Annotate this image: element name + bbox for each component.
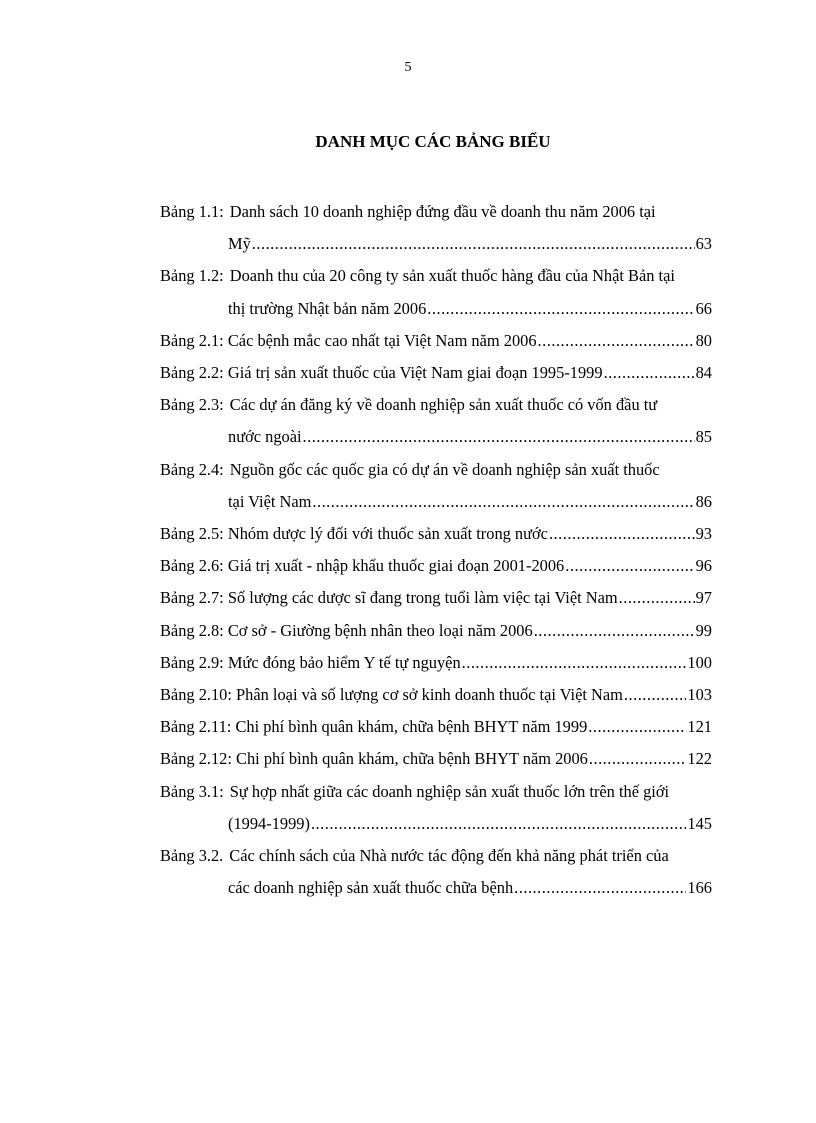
entry-label: Bảng 3.2. [160, 846, 224, 866]
entry-page-number: 99 [695, 620, 712, 640]
entry-label: Bảng 2.4: [160, 459, 224, 479]
dot-leader [619, 582, 695, 614]
dot-leader [549, 518, 695, 550]
entry-title: Chi phí bình quân khám, chữa bệnh BHYT năm 2006 [236, 749, 588, 769]
table-entry[interactable] [160, 776, 712, 840]
table-entry[interactable] [160, 357, 712, 389]
entry-page-number: 122 [687, 749, 712, 769]
dot-leader [312, 486, 694, 518]
entry-label: Bảng 2.8: [160, 620, 224, 640]
table-entry[interactable] [160, 647, 712, 679]
entry-page-number: 66 [695, 298, 712, 318]
entry-label: Bảng 3.1: [160, 781, 224, 801]
entry-label: Bảng 1.1: [160, 202, 224, 221]
entry-page-number: 85 [695, 427, 712, 447]
entry-page-number: 100 [687, 652, 712, 672]
table-entry[interactable] [160, 389, 712, 453]
entry-label: Bảng 2.3: [160, 395, 224, 415]
entry-title: Phân loại và số lượng cơ sở kinh doanh thuốc tại Việt Nam [236, 685, 623, 705]
dot-leader [538, 325, 695, 357]
entry-label: Bảng 2.9: [160, 652, 224, 672]
entry-label: Bảng 2.2: [160, 363, 224, 383]
dot-leader [311, 808, 686, 840]
dot-leader [624, 679, 687, 711]
dot-leader [565, 550, 694, 582]
dot-leader [588, 711, 686, 743]
dot-leader [303, 421, 695, 453]
entry-label: Bảng 2.1: [160, 330, 224, 350]
entry-title: Các chính sách của Nhà nước tác động đến khả năng phát triển của [229, 846, 669, 866]
entry-title: Nguồn gốc các quốc gia có dự án về doanh nghiệp sản xuất thuốc [229, 459, 660, 479]
entry-label: Bảng 2.6: [160, 556, 224, 576]
entry-page-number: 80 [695, 330, 712, 350]
entry-title-continued: nước ngoài [228, 427, 302, 447]
table-entry[interactable] [160, 518, 712, 550]
entry-page-number: 103 [687, 685, 712, 705]
table-list [160, 196, 712, 904]
table-entry[interactable] [160, 196, 712, 260]
table-entry[interactable] [160, 615, 712, 647]
entry-title: Giá trị sản xuất thuốc của Việt Nam giai đoạn 1995-1999 [227, 363, 603, 383]
table-entry[interactable] [160, 454, 712, 518]
entry-label: Bảng 2.12: [160, 749, 232, 769]
entry-title: Chi phí bình quân khám, chữa bệnh BHYT năm 1999 [235, 717, 588, 737]
entry-title: Mức đóng bảo hiểm Y tế tự nguyện [227, 652, 461, 672]
entry-page-number: 97 [695, 588, 712, 608]
dot-leader [589, 743, 687, 775]
entry-title: Số lượng các dược sĩ đang trong tuổi làm việc tại Việt Nam [227, 588, 618, 608]
table-entry[interactable] [160, 711, 712, 743]
entry-title-continued: Mỹ [228, 234, 251, 254]
entry-title-continued: thị trường Nhật bản năm 2006 [228, 298, 427, 318]
entry-label: Bảng 2.11: [160, 717, 232, 737]
table-entry[interactable] [160, 325, 712, 357]
dot-leader [462, 647, 687, 679]
entry-title: Cơ sở - Giường bệnh nhân theo loại năm 2006 [227, 620, 533, 640]
table-entry[interactable] [160, 260, 712, 324]
entry-page-number: 86 [695, 491, 712, 511]
table-entry[interactable] [160, 550, 712, 582]
entry-label: Bảng 1.2: [160, 266, 224, 286]
entry-title-continued: tại Việt Nam [228, 491, 312, 511]
entry-page-number: 96 [695, 556, 712, 576]
entry-page-number: 145 [687, 813, 712, 833]
entry-page-number: 63 [695, 234, 712, 254]
dot-leader [427, 293, 694, 325]
entry-label: Bảng 2.10: [160, 685, 232, 705]
entry-title: Sự hợp nhất giữa các doanh nghiệp sản xuất thuốc lớn trên thế giới [229, 781, 670, 801]
table-entry[interactable] [160, 679, 712, 711]
entry-title: Nhóm dược lý đối với thuốc sản xuất trong nước [227, 524, 548, 544]
entry-title-continued: (1994-1999) [228, 813, 310, 833]
entry-page-number: 166 [687, 878, 712, 898]
entry-page-number: 84 [695, 363, 712, 383]
table-entry[interactable] [160, 840, 712, 904]
dot-leader [514, 872, 686, 904]
entry-label: Bảng 2.7: [160, 588, 224, 608]
entry-title-continued: các doanh nghiệp sản xuất thuốc chữa bệnh [228, 878, 514, 898]
dot-leader [534, 615, 695, 647]
entry-label: Bảng 2.5: [160, 524, 224, 544]
entry-title: Các bệnh mắc cao nhất tại Việt Nam năm 2006 [227, 330, 537, 350]
entry-page-number: 121 [687, 717, 712, 737]
table-entry[interactable] [160, 582, 712, 614]
page-title: DANH MỤC CÁC BẢNG BIỂU [315, 132, 551, 151]
table-entry[interactable] [160, 743, 712, 775]
dot-leader [604, 357, 695, 389]
dot-leader [252, 228, 695, 260]
entry-title: Giá trị xuất - nhập khẩu thuốc giai đoạn 2001-2006 [227, 556, 565, 576]
page-number: 5 [404, 60, 412, 75]
entry-title: Doanh thu của 20 công ty sản xuất thuốc hàng đầu của Nhật Bản tại [229, 266, 675, 286]
entry-title: Danh sách 10 doanh nghiệp đứng đầu về doanh thu năm 2006 tại [229, 202, 656, 221]
entry-page-number: 93 [695, 524, 712, 544]
entry-title: Các dự án đăng ký về doanh nghiệp sản xuất thuốc có vốn đầu tư [229, 395, 658, 415]
